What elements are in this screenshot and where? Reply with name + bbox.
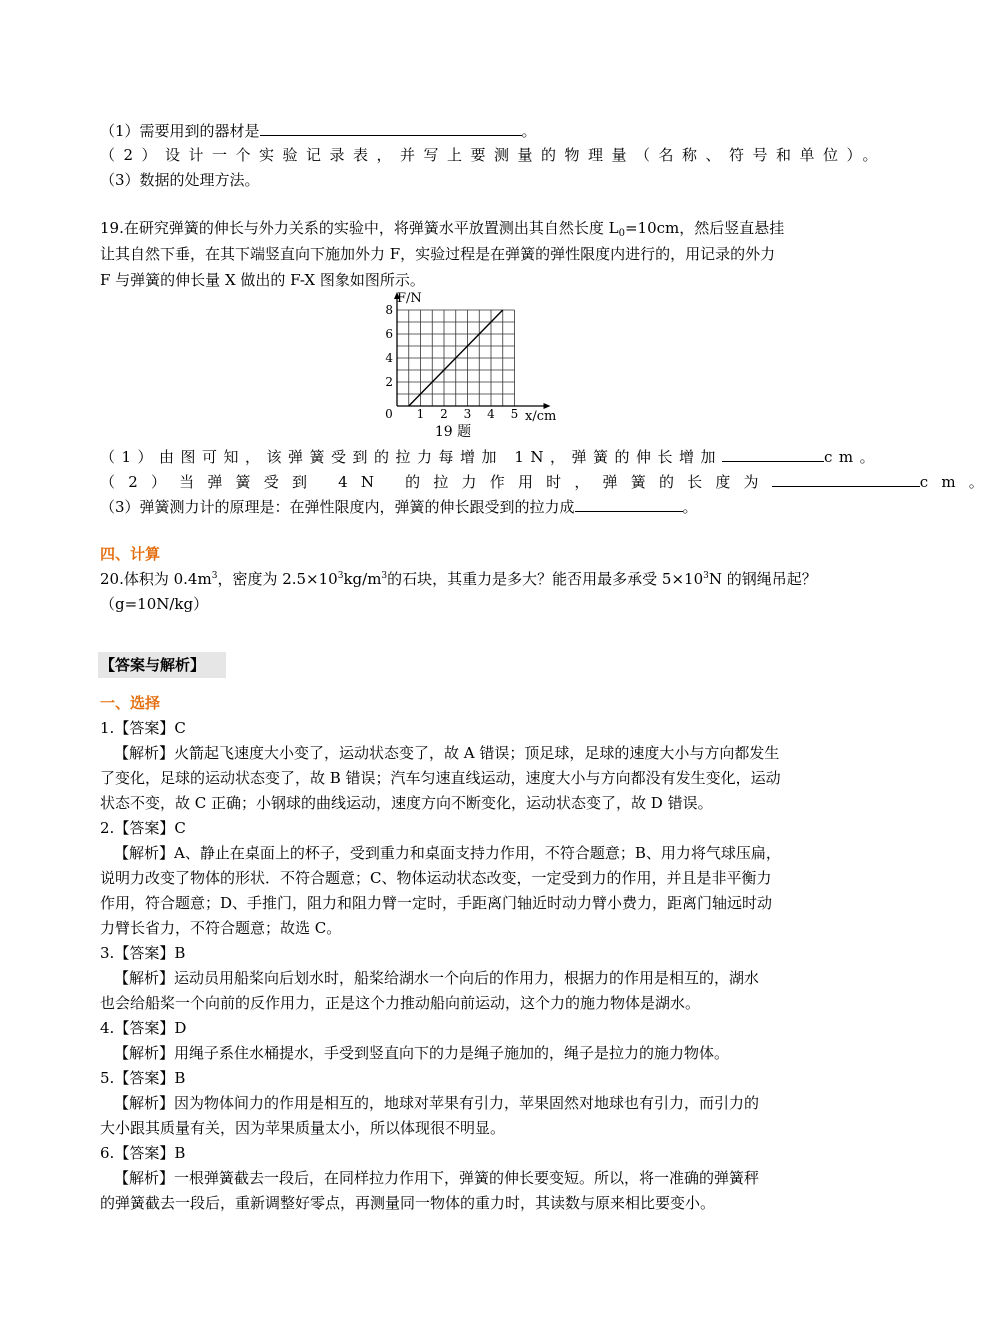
explanation-line: 力臂长省力，不符合题意；故选 C。 xyxy=(100,919,342,937)
answer-blank xyxy=(722,446,824,462)
y-tick-label: 6 xyxy=(385,327,393,341)
answer-line: 6.【答案】B xyxy=(100,1144,186,1162)
x-tick-label: 3 xyxy=(463,407,472,421)
q18-part1: （1）需要用到的器材是 。 xyxy=(100,122,537,140)
chart-axes xyxy=(394,292,551,409)
answer-line: 2.【答案】C xyxy=(100,819,186,837)
q19-part3: （3）弹簧测力计的原理是：在弹性限度内，弹簧的伸长跟受到的拉力成 。 xyxy=(100,498,698,516)
answer-line: 4.【答案】D xyxy=(100,1019,187,1037)
answers-header: 【答案与解析】 xyxy=(100,656,206,674)
answer-blank xyxy=(575,496,683,512)
q19-line1: 19.在研究弹簧的伸长与外力关系的实验中，将弹簧水平放置测出其自然长度 $L_0=10cm$，然后竖直悬挂 xyxy=(100,219,785,239)
fx-chart xyxy=(365,284,555,440)
explanation-line: 【解析】运动员用船桨向后划水时，船桨给湖水一个向后的作用力，根据力的作用是相互的，湖水 xyxy=(114,969,760,987)
q18-part3: （3）数据的处理方法。 xyxy=(100,171,260,189)
x-tick-label: 4 xyxy=(487,407,495,421)
y-tick-label: 4 xyxy=(385,351,393,365)
q18-part2: （2）设计一个实验记录表，并写上要测量的物理量（名称、符号和单位）。 xyxy=(100,146,887,164)
answer-blank xyxy=(772,471,920,487)
explanation-line: 【解析】火箭起飞速度大小变了，运动状态变了，故 A 错误；顶足球，足球的速度大小与方向都发生 xyxy=(114,744,780,762)
explanation-line: 了变化，足球的运动状态变了，故 B 错误；汽车匀速直线运动，速度大小与方向都没有发生变化，运动 xyxy=(100,769,781,787)
explanation-line: 【解析】因为物体间力的作用是相互的，地球对苹果有引力，苹果固然对地球也有引力，而引力的 xyxy=(114,1094,760,1112)
q20-line1: 20.体积为 $0.4m^3$，密度为 $2.5\times 10^3kg/m^3$的石块，其重力是多大？能否用最多承受 $5\times 10^3N$ 的钢绳吊起？ xyxy=(100,570,817,588)
answer-blank xyxy=(260,120,522,136)
explanation-line: 也会给船桨一个向前的反作用力，正是这个力推动船向前运动，这个力的施力物体是湖水。 xyxy=(100,994,701,1012)
x-tick-label: 1 xyxy=(416,407,425,421)
explanation-line: 【解析】一根弹簧截去一段后，在同样拉力作用下，弹簧的伸长要变短。所以，将一准确的弹簧秤 xyxy=(114,1169,760,1187)
x-tick-label: 0 xyxy=(385,407,393,421)
q19-line3: F 与弹簧的伸长量 X 做出的 F-X 图象如图所示。 xyxy=(100,271,425,289)
answer-line: 3.【答案】B xyxy=(100,944,186,962)
explanation-line: 状态不变，故 C 正确；小钢球的曲线运动，速度方向不断变化，运动状态变了，故 D 错误。 xyxy=(100,794,713,812)
answer-line: 5.【答案】B xyxy=(100,1069,186,1087)
q19-part1: （1）由图可知，该弹簧受到的拉力每增加 1N，弹簧的伸长增加 cm。 xyxy=(100,448,882,466)
chart-ylabel: F/N xyxy=(397,291,422,306)
q19-line2: 让其自然下垂，在其下端竖直向下施加外力 F，实验过程是在弹簧的弹性限度内进行的，用记录的外力 xyxy=(100,245,776,263)
chart-title: 19 题 xyxy=(434,424,472,440)
explanation-line: 【解析】用绳子系住水桶提水，手受到竖直向下的力是绳子施加的，绳子是拉力的施力物体。 xyxy=(114,1044,730,1062)
y-tick-label: 2 xyxy=(385,375,393,389)
x-tick-label: 5 xyxy=(510,407,519,421)
explanation-line: 作用，符合题意；D、手推门，阻力和阻力臂一定时，手距离门轴近时动力臂小费力，距离门轴远时动 xyxy=(100,894,773,912)
x-tick-label: 2 xyxy=(440,407,448,421)
explanation-line: 的弹簧截去一段后，重新调整好零点，再测量同一物体的重力时，其读数与原来相比要变小。 xyxy=(100,1194,716,1212)
explanation-line: 说明力改变了物体的形状．不符合题意；C、物体运动状态改变，一定受到力的作用，并且是非平衡力 xyxy=(100,869,772,887)
chart-xlabel: x/cm xyxy=(525,409,557,424)
q20-line2: （g=10N/kg） xyxy=(100,595,209,613)
explanation-line: 大小跟其质量有关，因为苹果质量太小，所以体现很不明显。 xyxy=(100,1119,506,1137)
answer-line: 1.【答案】C xyxy=(100,719,186,737)
explanation-line: 【解析】A、静止在桌面上的杯子，受到重力和桌面支持力作用，不符合题意；B、用力将气球压扁， xyxy=(114,844,781,862)
y-tick-label: 8 xyxy=(385,303,393,317)
q19-part2: （2）当弹簧受到 4N 的拉力作用时，弹簧的长度为 cm。 xyxy=(100,473,997,491)
section-4-title: 四、计算 xyxy=(100,545,161,563)
answers-section-1: 一、选择 xyxy=(100,694,161,712)
